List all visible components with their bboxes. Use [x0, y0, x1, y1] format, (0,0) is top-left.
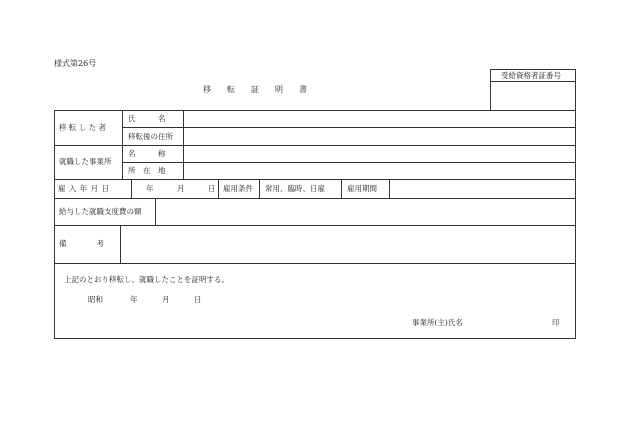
allowance-label: 給与した就職支度費の額: [59, 207, 142, 216]
new-address-label: 移転後の住所: [128, 132, 173, 141]
cert-day-label: 日: [194, 295, 202, 304]
certification-statement: 上記のとおり移転し、就職したことを証明する。: [64, 275, 229, 284]
employer-name-label: 名 称: [128, 149, 166, 158]
col-line: [131, 179, 132, 198]
recipient-number-field[interactable]: [491, 82, 575, 110]
cert-month-label: 月: [162, 295, 170, 304]
remarks-label: 備 考: [59, 239, 104, 248]
name-field[interactable]: [184, 111, 575, 127]
hire-day-label: 日: [208, 184, 216, 193]
employment-period-label: 雇用期間: [347, 184, 377, 193]
employment-terms-label: 雇用条件: [223, 184, 253, 193]
name-label: 氏 名: [128, 114, 166, 123]
hire-year-label: 年: [146, 184, 154, 193]
col-line: [218, 179, 219, 198]
employment-period-field[interactable]: [390, 180, 575, 198]
employer-location-field[interactable]: [184, 163, 575, 179]
era-label: 昭和: [88, 295, 103, 304]
hire-date-label: 雇 入 年 月 日: [58, 184, 110, 193]
form-number: 様式第26号: [54, 59, 97, 68]
col-line: [122, 110, 123, 179]
remarks-field[interactable]: [121, 226, 575, 263]
signer-label: 事業所(主)氏名: [412, 318, 463, 327]
col-line: [341, 179, 342, 198]
hire-month-label: 月: [177, 184, 185, 193]
row-line: [54, 263, 576, 264]
employer-location-label: 所 在 地: [128, 166, 166, 175]
employment-type-options[interactable]: 常用、臨時、日雇: [265, 184, 325, 193]
signer-name-field[interactable]: [472, 314, 548, 330]
seal-mark: 印: [552, 318, 560, 327]
relocated-person-label: 移 転 し た 者: [59, 123, 107, 132]
col-line: [259, 179, 260, 198]
new-address-field[interactable]: [184, 128, 575, 145]
employer-label: 就職した事業所: [59, 157, 112, 166]
cert-year-label: 年: [130, 295, 138, 304]
page-title: 移 転 証 明 書: [203, 85, 307, 94]
allowance-field[interactable]: [156, 199, 575, 225]
employer-name-field[interactable]: [184, 146, 575, 162]
recipient-number-label: 受給資格者証番号: [501, 71, 561, 80]
